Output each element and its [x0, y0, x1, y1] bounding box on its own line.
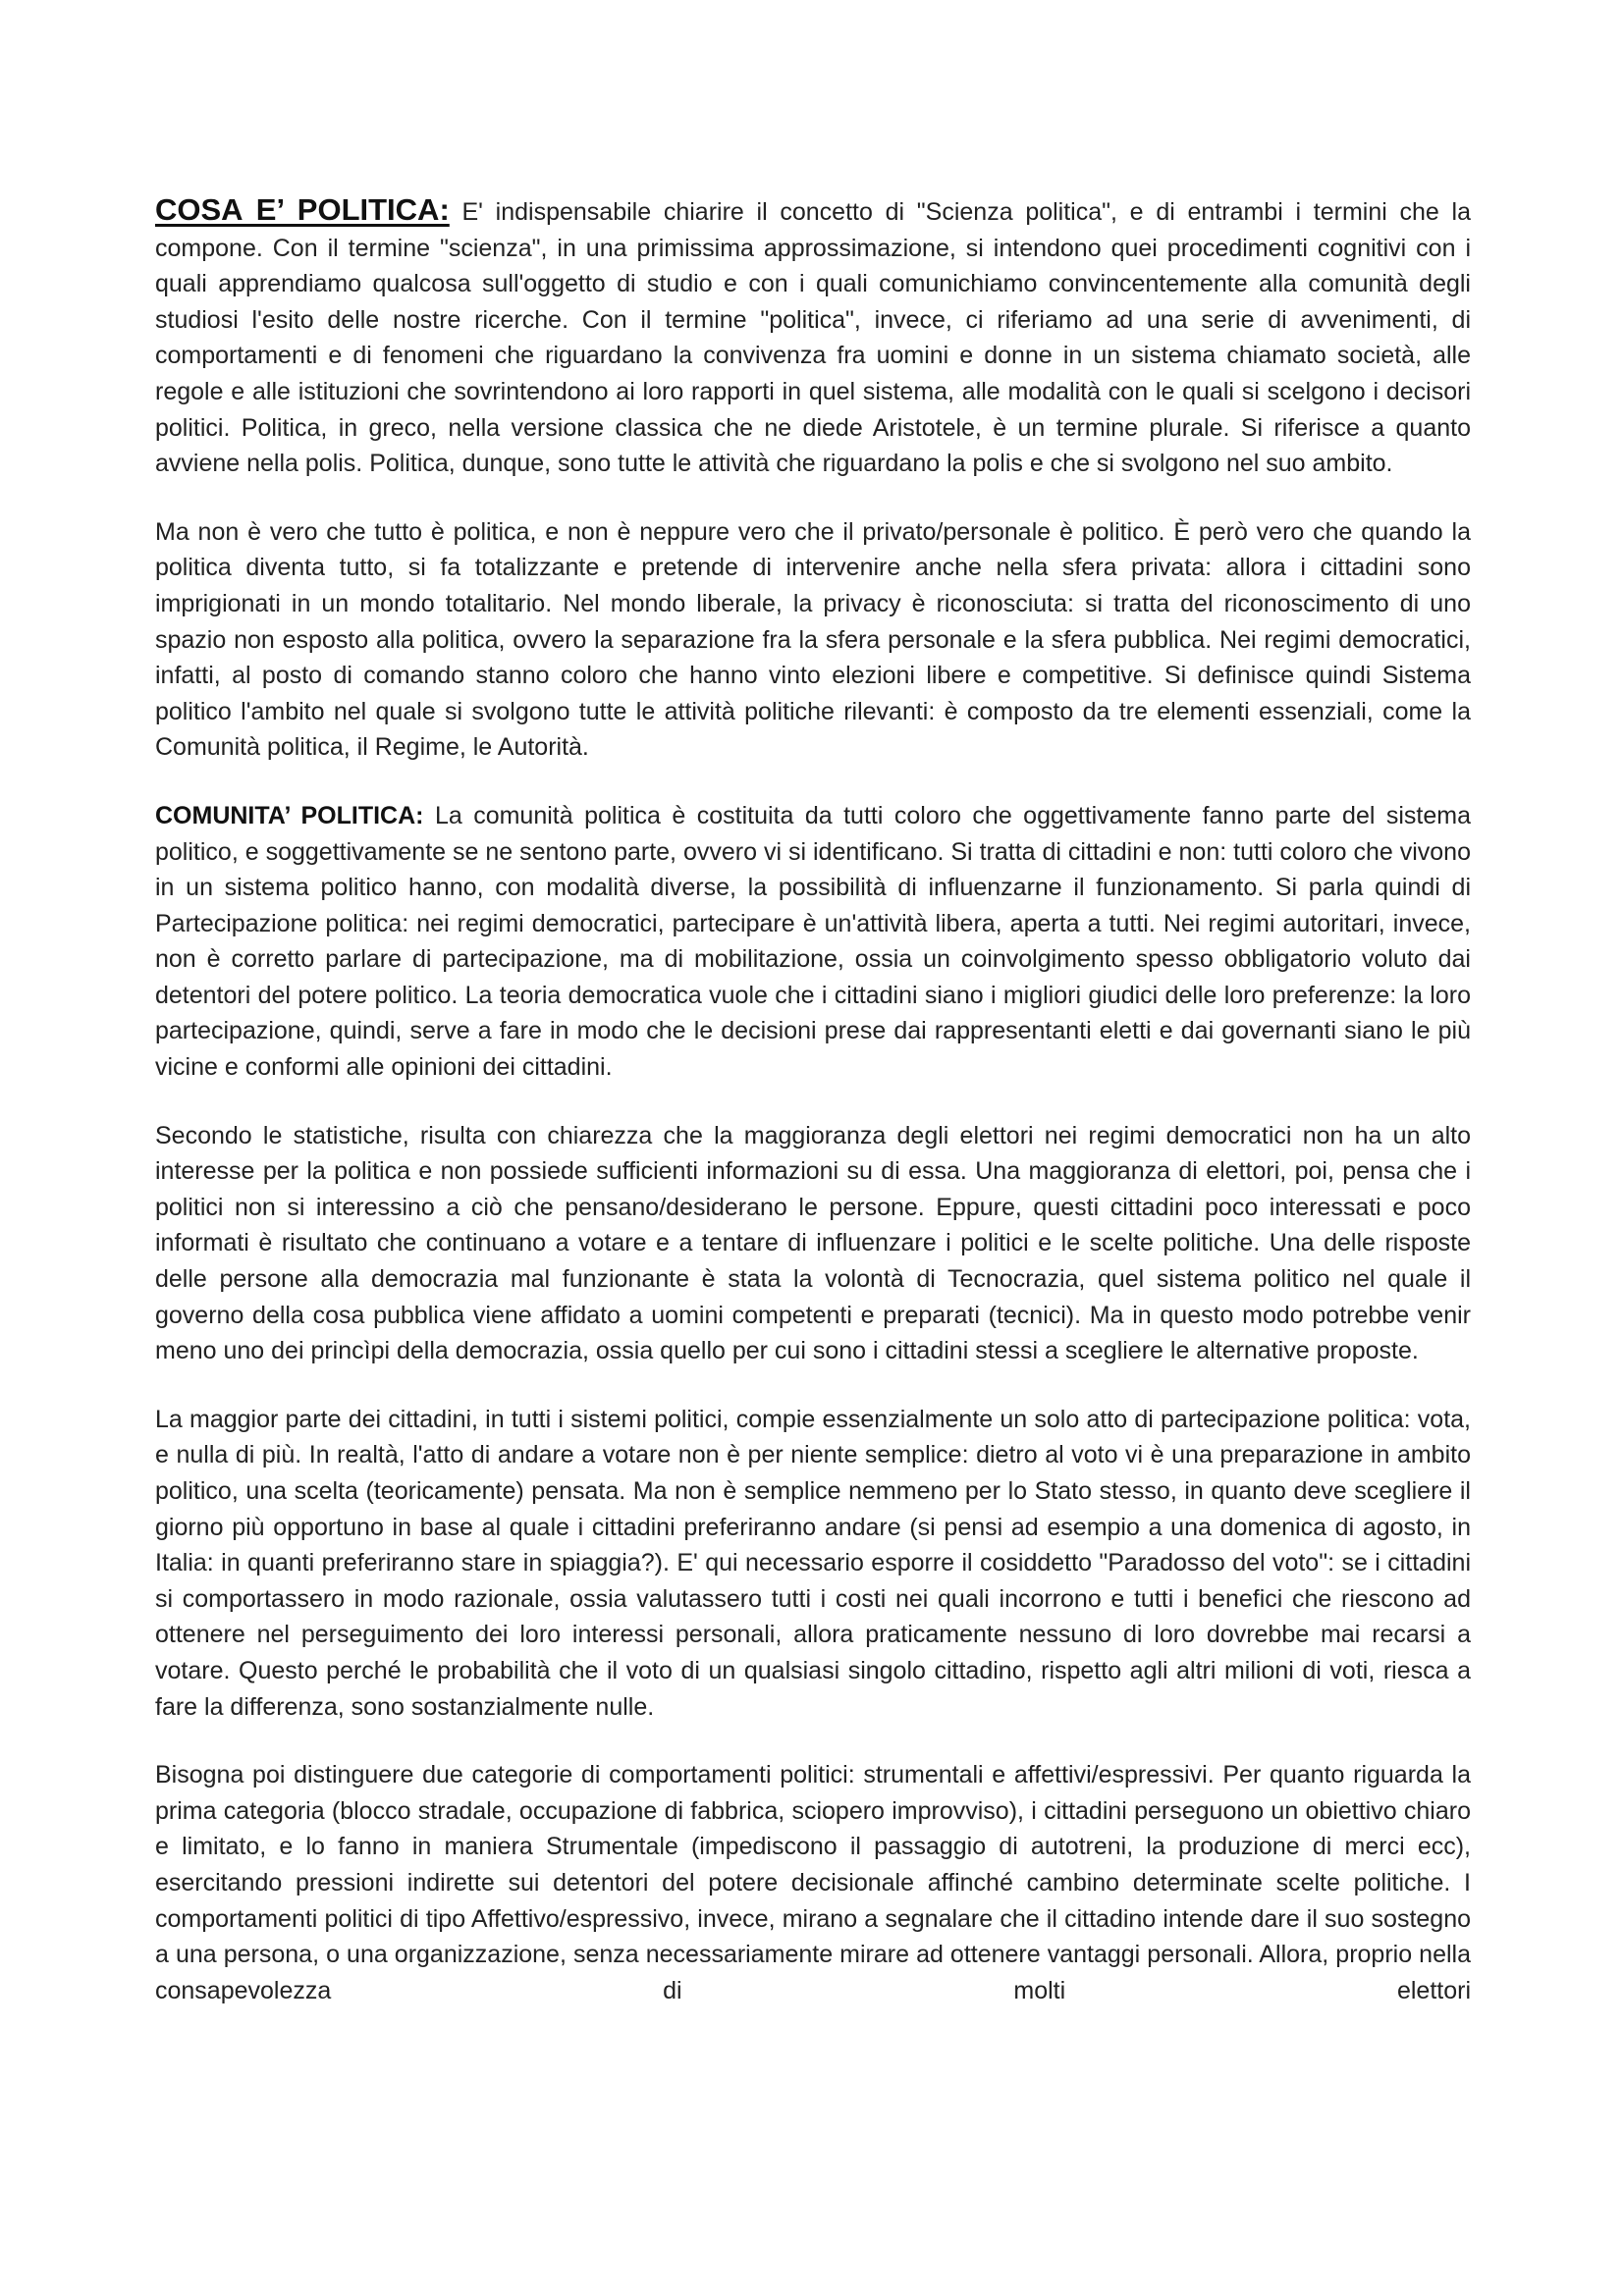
document-page: [155, 192, 1471, 2041]
paragraph-statistiche: [155, 1118, 1471, 1369]
paragraph-text: E' indispensabile chiarire il concetto di "Scienza politica", e di entrambi i termini che la compone. Con il termine "scienza", in una primissima approssimazione, si intendono quei procedimenti cognitivi con i quali apprendiamo qualcosa sull'oggetto di studio e con i quali comunichiamo convincentemente alla comunità degli studiosi l'esito delle nostre ricerche. Con il termine "politica", invece, ci riferiamo ad una serie di avvenimenti, di comportamenti e di fenomeni che riguardano la convivenza fra uomini e donne in un sistema chiamato società, alle regole e alle istituzioni che sovrintendono ai loro rapporti in quel sistema, alle modalità con le quali si scelgono i decisori politici. Politica, in greco, nella versione classica che ne diede Aristotele, è un termine plurale. Si riferisce a quanto avviene nella polis. Politica, dunque, sono tutte le attività che riguardano la polis e che si svolgono nel suo ambito.: [155, 198, 1471, 478]
paragraph-text: Secondo le statistiche, risulta con chiarezza che la maggioranza degli elettori nei regimi democratici non ha un alto interesse per la politica e non possiede sufficienti informazioni su di essa. Una maggioranza di elettori, poi, pensa che i politici non si interessino a ciò che pensano/desiderano le persone. Eppure, questi cittadini poco interessati e poco informati è risultato che continuano a votare e a tentare di influenzare i politici e le scelte politiche. Una delle risposte delle persone alla democrazia mal funzionante è stata la volontà di Tecnocrazia, quel sistema politico nel quale il governo della cosa pubblica viene affidato a uomini competenti e preparati (tecnici). Ma in questo modo potrebbe venir meno uno dei princìpi della democrazia, ossia quello per cui sono i cittadini stessi a scegliere le alternative proposte.: [155, 1121, 1471, 1365]
paragraph-text: La comunità politica è costituita da tutti coloro che oggettivamente fanno parte del sistema politico, e soggettivamente se ne sentono parte, ovvero vi si identificano. Si tratta di cittadini e non: tutti coloro che vivono in un sistema politico hanno, con modalità diverse, la possibilità di influenzarne il funzionamento. Si parla quindi di Partecipazione politica: nei regimi democratici, partecipare è un'attività libera, aperta a tutti. Nei regimi autoritari, invece, non è corretto parlare di partecipazione, ma di mobilitazione, ossia un coinvolgimento spesso obbligatorio voluto dai detentori del potere politico. La teoria democratica vuole che i cittadini siano i migliori giudici delle loro preferenze: la loro partecipazione, quindi, serve a fare in modo che le decisioni prese dai rappresentanti eletti e dai governanti siano le più vicine e conformi alle opinioni dei cittadini.: [155, 801, 1471, 1082]
paragraph-comportamenti-politici: [155, 1757, 1471, 2008]
heading-cosa-e-politica: COSA E’ POLITICA:: [155, 192, 450, 227]
paragraph-cosa-e-politica: [155, 192, 1471, 482]
paragraph-text: Bisogna poi distinguere due categorie di comportamenti politici: strumentali e affettivi/espressivi. Per quanto riguarda la prima categoria (blocco stradale, occupazione di fabbrica, sciopero improvviso), i cittadini perseguono un obiettivo chiaro e limitato, e lo fanno in maniera Strumentale (impediscono il passaggio di autotreni, la produzione di merci ecc), esercitando pressioni indirette sui detentori del potere decisionale affinché cambino determinate scelte politiche. I comportamenti politici di tipo Affettivo/espressivo, invece, mirano a segnalare che il cittadino intende dare il suo sostegno a una persona, o una organizzazione, senza necessariamente mirare ad ottenere vantaggi personali. Allora, proprio nella consapevolezza di molti elettori: [155, 1761, 1471, 2004]
paragraph-text: Ma non è vero che tutto è politica, e non è neppure vero che il privato/personale è politico. È però vero che quando la politica diventa tutto, si fa totalizzante e pretende di intervenire anche nella sfera privata: allora i cittadini sono imprigionati in un mondo totalitario. Nel mondo liberale, la privacy è riconosciuta: si tratta del riconoscimento di uno spazio non esposto alla politica, ovvero la separazione fra la sfera personale e la sfera pubblica. Nei regimi democratici, infatti, al posto di comando stanno coloro che hanno vinto elezioni libere e competitive. Si definisce quindi Sistema politico l'ambito nel quale si svolgono tutte le attività politiche rilevanti: è composto da tre elementi essenziali, come la Comunità politica, il Regime, le Autorità.: [155, 517, 1471, 762]
paragraph-comunita-politica: [155, 798, 1471, 1086]
paragraph-privato-politico: [155, 514, 1471, 766]
heading-comunita-politica: COMUNITA’ POLITICA:: [155, 801, 424, 829]
paragraph-text: La maggior parte dei cittadini, in tutti i sistemi politici, compie essenzialmente un solo atto di partecipazione politica: vota, e nulla di più. In realtà, l'atto di andare a votare non è per niente semplice: dietro al voto vi è una preparazione in ambito politico, una scelta (teoricamente) pensata. Ma non è semplice nemmeno per lo Stato stesso, in quanto deve scegliere il giorno più opportuno in base al quale i cittadini preferiranno andare (si pensi ad esempio a una domenica di agosto, in Italia: in quanti preferiranno stare in spiaggia?). E' qui necessario esporre il cosiddetto "Paradosso del voto": se i cittadini si comportassero in modo razionale, ossia valutassero tutti i costi nei quali incorrono e tutti i benefici che riescono ad ottenere nel perseguimento dei loro interessi personali, allora praticamente nessuno di loro dovrebbe mai recarsi a votare. Questo perché le probabilità che il voto di un qualsiasi singolo cittadino, rispetto agli altri milioni di voti, riesca a fare la differenza, sono sostanzialmente nulle.: [155, 1405, 1471, 1721]
paragraph-paradosso-voto: [155, 1402, 1471, 1725]
